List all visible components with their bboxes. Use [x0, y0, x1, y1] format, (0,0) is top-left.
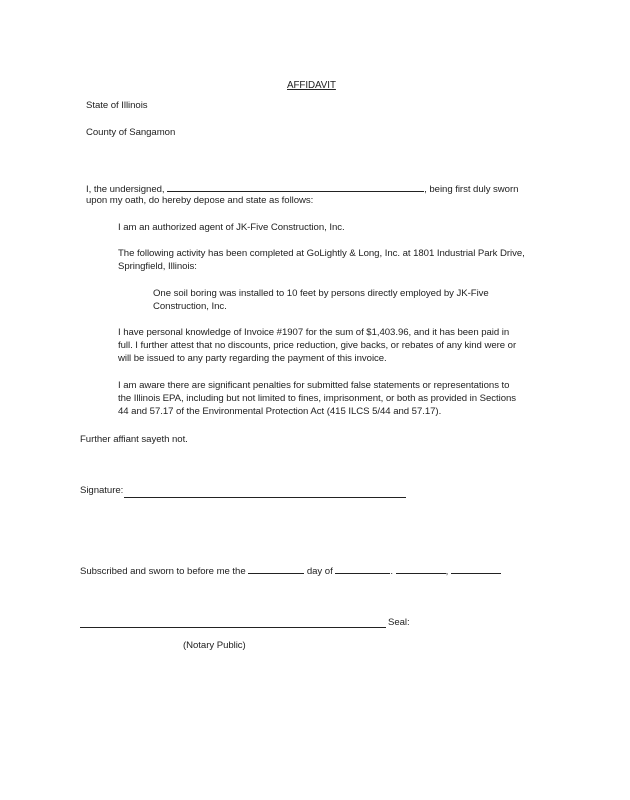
knowledge-line-1: I have personal knowledge of Invoice #1907 for the sum of $1,403.96, and it has been paid in — [118, 327, 510, 338]
notary-public-label: (Notary Public) — [183, 640, 246, 651]
penalties-line-3: 44 and 57.17 of the Environmental Protection Act (415 ILCS 5/44 and 57.17). — [118, 406, 442, 417]
affiant-name-blank[interactable] — [167, 181, 424, 192]
intro-prefix: I, the undersigned, — [86, 184, 165, 195]
intro-suffix: , being first duly sworn — [424, 184, 519, 195]
day-blank[interactable] — [248, 563, 304, 574]
knowledge-line-2: full. I further attest that no discounts, price reduction, give backs, or rebates of any kind were or — [118, 340, 517, 351]
agent-statement: I am an authorized agent of JK-Five Construction, Inc. — [118, 222, 345, 233]
activity-line-1: The following activity has been completed at GoLightly & Long, Inc. at 1801 Industrial Park Drive, — [118, 248, 525, 259]
intro-line-2: upon my oath, do hereby depose and state as follows: — [86, 195, 314, 206]
sworn-prefix: Subscribed and sworn to before me the — [80, 566, 246, 577]
state-line: State of Illinois — [86, 100, 148, 111]
notary-signature-line[interactable] — [80, 627, 386, 628]
county-line: County of Sangamon — [86, 127, 176, 138]
sworn-day-of: day of — [306, 566, 333, 577]
signature-line[interactable] — [124, 497, 406, 498]
seal-label: Seal: — [388, 617, 410, 628]
year-blank[interactable] — [396, 563, 446, 574]
activity-line-2: Springfield, Illinois: — [118, 261, 197, 272]
month-blank[interactable] — [335, 563, 390, 574]
knowledge-line-3: will be issued to any party regarding the payment of this invoice. — [118, 353, 387, 364]
penalties-line-2: the Illinois EPA, including but not limited to fines, imprisonment, or both as provided in Sections — [118, 393, 517, 404]
sworn-line: Subscribed and sworn to before me the day of . , — [80, 563, 501, 579]
signature-label: Signature: — [80, 485, 124, 496]
penalties-line-1: I am aware there are significant penalties for submitted false statements or representations to — [118, 380, 510, 391]
further-affiant-line: Further affiant sayeth not. — [80, 434, 188, 445]
location-blank[interactable] — [451, 563, 501, 574]
boring-line-2: Construction, Inc. — [153, 301, 227, 312]
boring-line-1: One soil boring was installed to 10 feet by persons directly employed by JK-Five — [153, 288, 489, 299]
document-title: AFFIDAVIT — [287, 80, 336, 91]
